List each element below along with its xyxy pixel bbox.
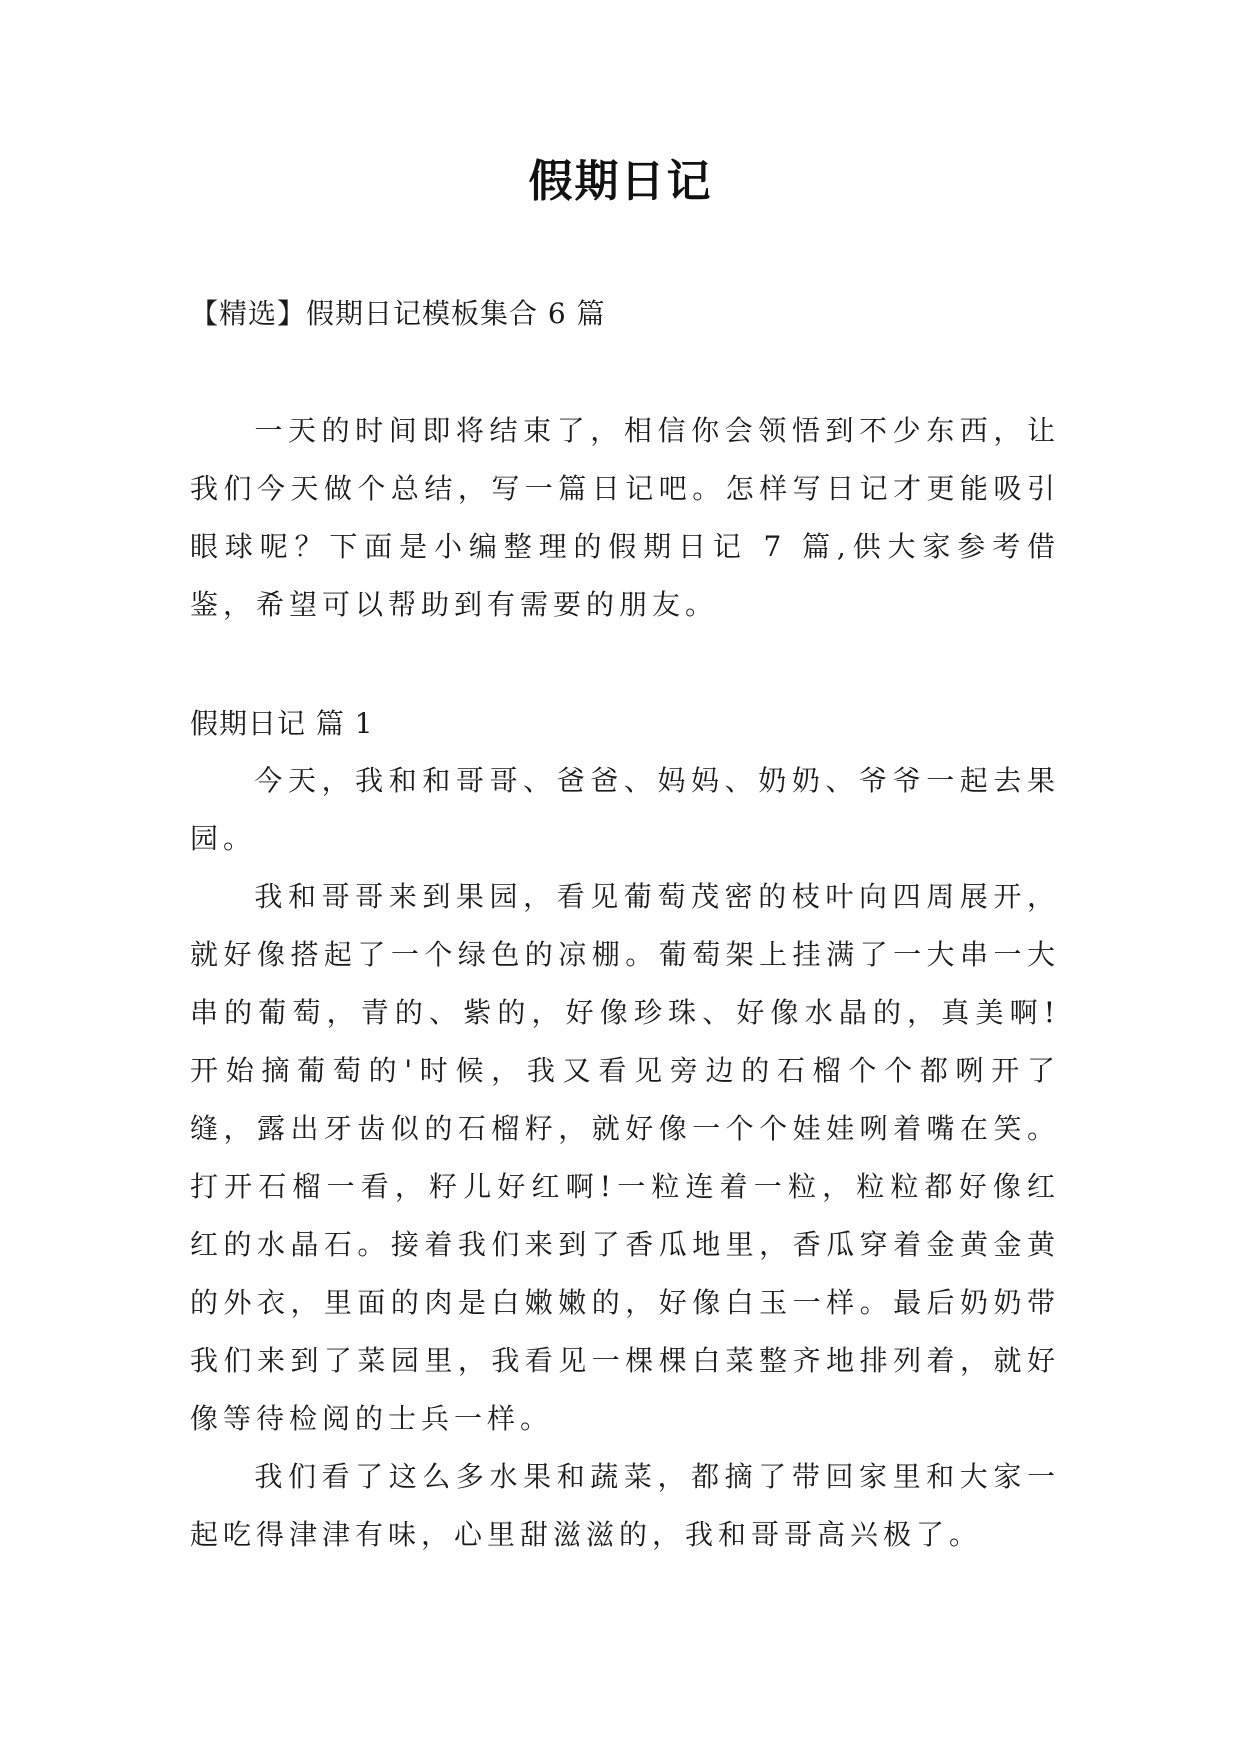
section-heading: 假期日记 篇 1 — [190, 707, 374, 740]
body-paragraph-3: 我们看了这么多水果和蔬菜，都摘了带回家里和大家一起吃得津津有味，心里甜滋滋的，我和哥哥高兴极了。 — [190, 1460, 1060, 1551]
document-title: 假期日记 — [528, 156, 713, 207]
document-subtitle: 【精选】假期日记模板集合 6 篇 — [190, 297, 606, 330]
intro-paragraph: 一天的时间即将结束了，相信你会领悟到不少东西，让我们今天做个总结，写一篇日记吧。怎样写日记才更能吸引眼球呢？下面是小编整理的假期日记 7 篇,供大家参考借鉴，希望可以帮助到有需要的朋友。 — [190, 414, 1060, 621]
body-paragraph-2: 我和哥哥来到果园，看见葡萄茂密的枝叶向四周展开，就好像搭起了一个绿色的凉棚。葡萄架上挂满了一大串一大串的葡萄，青的、紫的，好像珍珠、好像水晶的，真美啊!开始摘葡萄的'时候，我又看见旁边的石榴个个都咧开了缝，露出牙齿似的石榴籽，就好像一个个娃娃咧着嘴在笑。打开石榴一看，籽儿好红啊!一粒连着一粒，粒粒都好像红红的水晶石。接着我们来到了香瓜地里，香瓜穿着金黄金黄的外衣，里面的肉是白嫩嫩的，好像白玉一样。最后奶奶带我们来到了菜园里，我看见一棵棵白菜整齐地排列着，就好像等待检阅的士兵一样。 — [190, 880, 1060, 1435]
body-paragraph-1: 今天，我和和哥哥、爸爸、妈妈、奶奶、爷爷一起去果园。 — [190, 764, 1060, 855]
